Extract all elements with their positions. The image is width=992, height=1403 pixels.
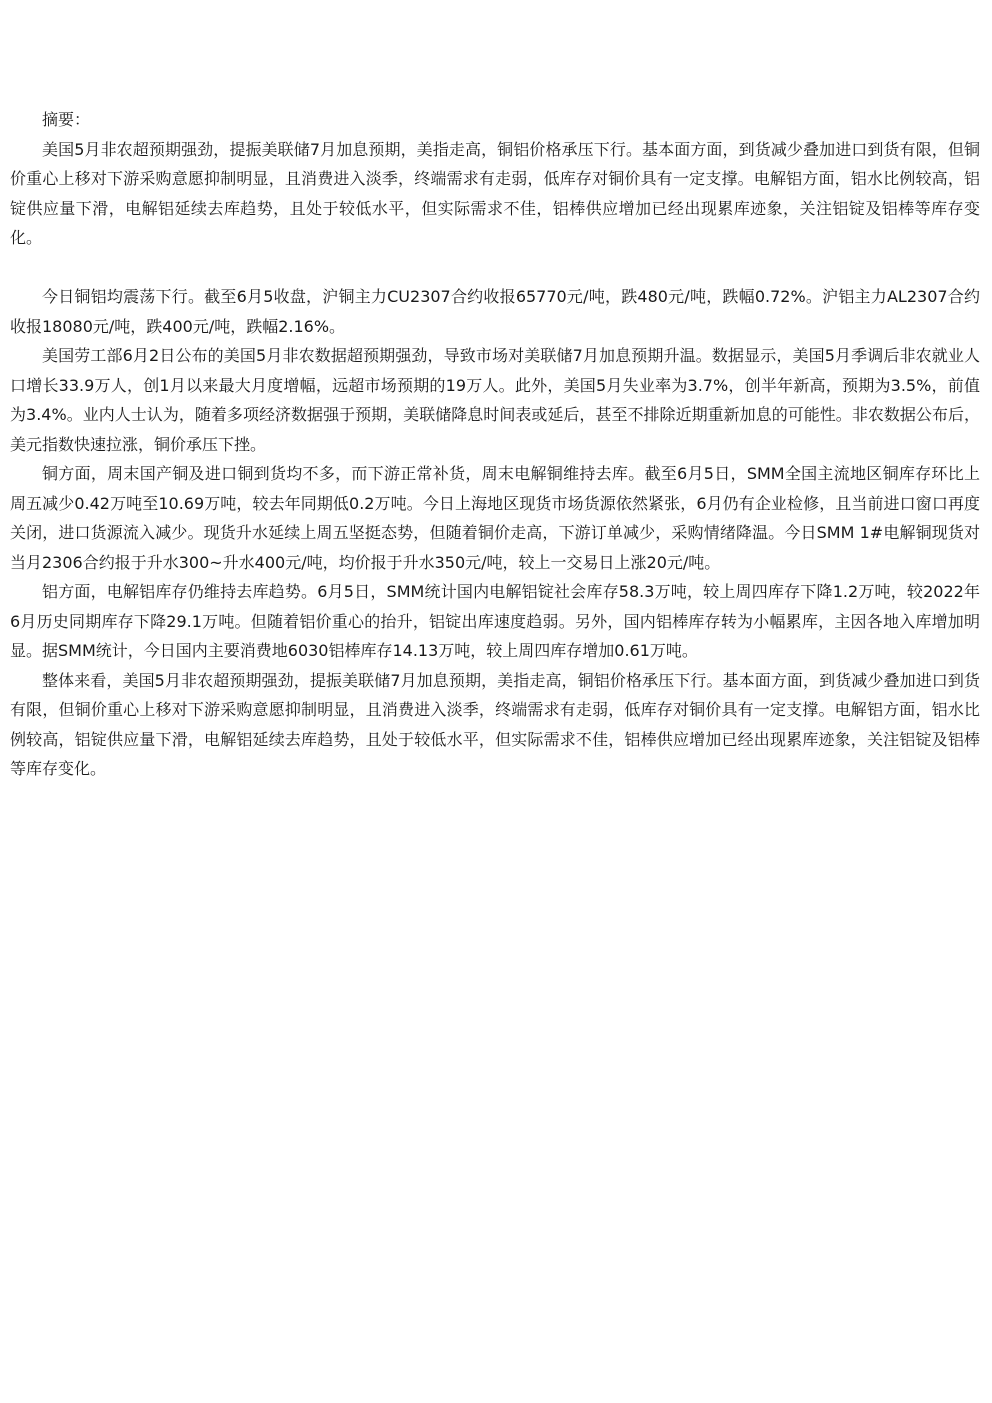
us-nonfarm-paragraph: 美国劳工部6月2日公布的美国5月非农数据超预期强劲，导致市场对美联储7月加息预期升温。数据显示，美国5月季调后非农就业人口增长33.9万人，创1月以来最大月度增幅，远超市场预期的19万人。此外，美国5月失业率为3.7%，创半年新高，预期为3.5%，前值为3.4%。业内人士认为，随着多项经济数据强于预期，美联储降息时间表或延后，甚至不排除近期重新加息的可能性。非农数据公布后，美元指数快速拉涨，铜价承压下挫。 xyxy=(10,346,980,454)
section-spacer xyxy=(10,253,980,283)
abstract-heading: 摘要： xyxy=(42,110,91,129)
document-body xyxy=(10,105,980,784)
copper-paragraph: 铜方面，周末国产铜及进口铜到货均不多，而下游正常补货，周末电解铜维持去库。截至6月5日，SMM全国主流地区铜库存环比上周五减少0.42万吨至10.69万吨，较去年同期低0.2万吨。今日上海地区现货市场货源依然紧张，6月仍有企业检修，且当前进口窗口再度关闭，进口货源流入减少。现货升水延续上周五坚挺态势，但随着铜价走高，下游订单减少，采购情绪降温。今日SMM 1#电解铜现货对当月2306合约报于升水300~升水400元/吨，均价报于升水350元/吨，较上一交易日上涨20元/吨。 xyxy=(10,464,980,572)
overall-outlook-paragraph: 整体来看，美国5月非农超预期强劲，提振美联储7月加息预期，美指走高，铜铝价格承压下行。基本面方面，到货减少叠加进口到货有限，但铜价重心上移对下游采购意愿抑制明显，且消费进入淡季，终端需求有走弱，低库存对铜价具有一定支撑。电解铝方面，铝水比例较高，铝锭供应量下滑，电解铝延续去库趋势，且处于较低水平，但实际需求不佳，铝棒供应增加已经出现累库迹象，关注铝锭及铝棒等库存变化。 xyxy=(10,670,980,778)
aluminium-paragraph: 铝方面，电解铝库存仍维持去库趋势。6月5日，SMM统计国内电解铝锭社会库存58.3万吨，较上周四库存下降1.2万吨，较2022年6月历史同期库存下降29.1万吨。但随着铝价重心的抬升，铝锭出库速度趋弱。另外，国内铝棒库存转为小幅累库，主因各地入库增加明显。据SMM统计，今日国内主要消费地6030铝棒库存14.13万吨，较上周四库存增加0.61万吨。 xyxy=(10,582,980,660)
abstract-paragraph: 美国5月非农超预期强劲，提振美联储7月加息预期，美指走高，铜铝价格承压下行。基本面方面，到货减少叠加进口到货有限，但铜价重心上移对下游采购意愿抑制明显，且消费进入淡季，终端需求有走弱，低库存对铜价具有一定支撑。电解铝方面，铝水比例较高，铝锭供应量下滑，电解铝延续去库趋势，且处于较低水平，但实际需求不佳，铝棒供应增加已经出现累库迹象，关注铝锭及铝棒等库存变化。 xyxy=(10,139,980,247)
market-summary-paragraph: 今日铜铝均震荡下行。截至6月5收盘，沪铜主力CU2307合约收报65770元/吨，跌480元/吨，跌幅0.72%。沪铝主力AL2307合约收报18080元/吨，跌400元/吨，跌幅2.16%。 xyxy=(10,287,980,336)
